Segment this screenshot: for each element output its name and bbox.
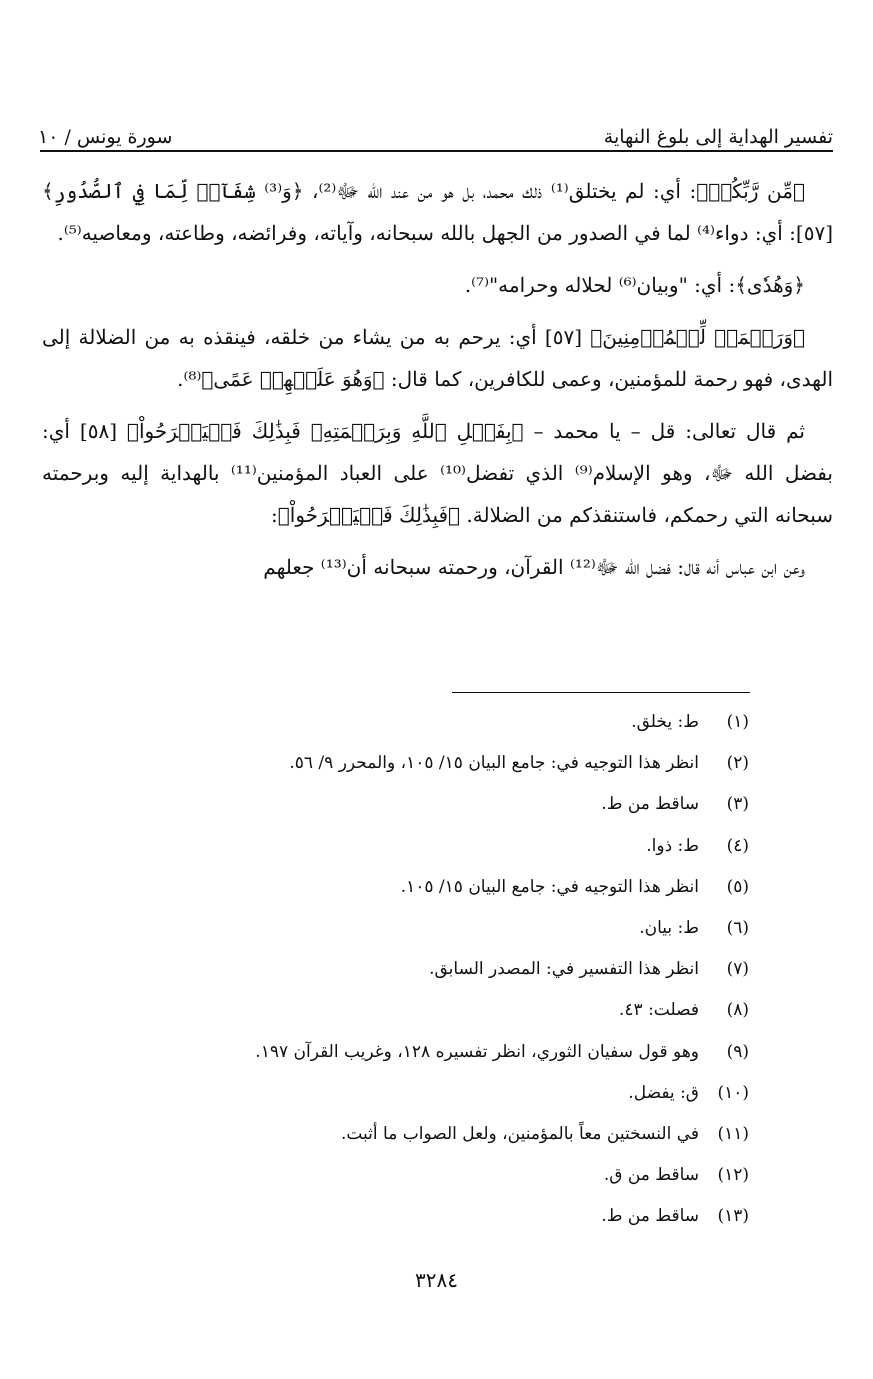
footnote-number: (١) (726, 712, 749, 732)
footnote-number: (٤) (726, 835, 749, 856)
footnote-number: (١١) (717, 1123, 749, 1144)
footnote (200, 836, 749, 877)
footnote-text: انظر هذا التوجيه في: جامع البيان ١٥/ ١٠٥، والمحرر ٩/ ٥٦. (289, 753, 699, 774)
footnote-number: (٢) (726, 753, 749, 774)
paragraph: ثم قال تعالى: قل – يا محمد – ﴿بِفَضۡلِ ٱللَّهِ وَبِرَحۡمَتِهِۦ فَبِذَٰلِكَ فَلۡيَفۡرَحُواْ﴾ [٥٨] أي: بفضل الله ﷻ، وهو الإسلام⁽⁹⁾ الذي تفضل⁽¹⁰⁾ على العباد المؤمنين⁽¹¹⁾ بالهداية إليه وبرحمته سبحانه التي رحمكم، فاستنقذكم من الضلالة. ﴿فَبِذَٰلِكَ فَلۡيَفۡرَحُواْ﴾: (42, 419, 833, 527)
footnote (200, 877, 749, 918)
footnote (200, 1124, 749, 1165)
footnotes (200, 712, 749, 1247)
main-text (42, 170, 833, 598)
footnote-number: (٦) (726, 917, 749, 938)
footnote-text: ساقط من ق. (603, 1165, 699, 1186)
paragraph: ﴿وَرَحۡمَةٞ لِّلۡمُؤۡمِنِينَ﴾ [٥٧] أي: يرحم به من يشاء من خلقه، فينقذه به من الضلالة إلى الهدى، فهو رحمة للمؤمنين، وعمى للكافرين، كما قال: ﴿وَهُوَ عَلَيۡهِمۡ عَمًى﴾⁽⁸⁾. (42, 325, 833, 391)
footnote-number: (٨) (726, 1000, 749, 1021)
footnote (200, 794, 749, 835)
footnote (200, 1042, 749, 1083)
footnote (200, 712, 749, 753)
footnote (200, 1000, 749, 1041)
running-header (38, 112, 833, 148)
footnote (200, 1206, 749, 1247)
footnote-number: (٩) (726, 1041, 749, 1062)
paragraph: وعن ابن عباس أنه قال: فضل الله ﷻ⁽¹²⁾ القرآن، ورحمته سبحانه أن⁽¹³⁾ جعلهم (263, 555, 805, 579)
footnote-number: (٥) (726, 876, 749, 897)
footnote-text: فصلت: ٤٣. (619, 1000, 699, 1021)
footnote-number: (٣) (726, 794, 749, 815)
footnote (200, 959, 749, 1000)
footnote (200, 1165, 749, 1206)
header-rule (40, 150, 833, 152)
footnote (200, 918, 749, 959)
paragraph: ﴿وَهُدٗى﴾: أي: "وبيان⁽⁶⁾ لحلاله وحرامه"⁽⁷⁾. (464, 273, 805, 297)
footnote-rule (452, 692, 750, 693)
surah-label: سورة يونس / ١٠ (38, 126, 173, 148)
footnote-text: ق: يفضل. (628, 1082, 699, 1103)
footnote-number: (١٣) (717, 1206, 749, 1227)
footnote (200, 753, 749, 794)
footnote-number: (١٠) (717, 1082, 749, 1103)
footnote-text: في النسختين معاً بالمؤمنين، ولعل الصواب ما أثبت. (340, 1123, 699, 1144)
footnote-text: انظر هذا التوجيه في: جامع البيان ١٥/ ١٠٥. (400, 876, 699, 897)
footnote-text: ساقط من ط. (601, 794, 699, 815)
paragraph: ﴿مِّن رَّبِّكُمۡ﴾: أي: لم يختلق⁽¹⁾ ذلك محمد، بل هو من عند الله ﷻ⁽²⁾، ﴿وَ⁽³⁾ شِفَآءٞ لِّمَا فِي ٱلصُّدُورِ﴾ [٥٧]: أي: دواء⁽⁴⁾ لما في الصدور من الجهل بالله سبحانه، وآياته، وفرائضه، وطاعته، ومعاصيه⁽⁵⁾. (42, 179, 833, 245)
footnote-number: (٧) (726, 959, 749, 980)
footnote-text: انظر هذا التفسير في: المصدر السابق. (429, 959, 699, 980)
footnote-number: (١٢) (717, 1165, 749, 1186)
footnote-text: ط: يخلق. (631, 712, 699, 732)
footnote-text: ط: ذوا. (646, 835, 699, 856)
book-title: تفسير الهداية إلى بلوغ النهاية (603, 126, 833, 148)
footnote-text: ط: بيان. (639, 917, 699, 938)
footnote (200, 1083, 749, 1124)
footnote-text: ساقط من ط. (601, 1206, 699, 1227)
footnote-text: وهو قول سفيان الثوري، انظر تفسيره ١٢٨، وغريب القرآن ١٩٧. (255, 1041, 699, 1062)
page-number: ٣٢٨٤ (415, 1268, 458, 1292)
